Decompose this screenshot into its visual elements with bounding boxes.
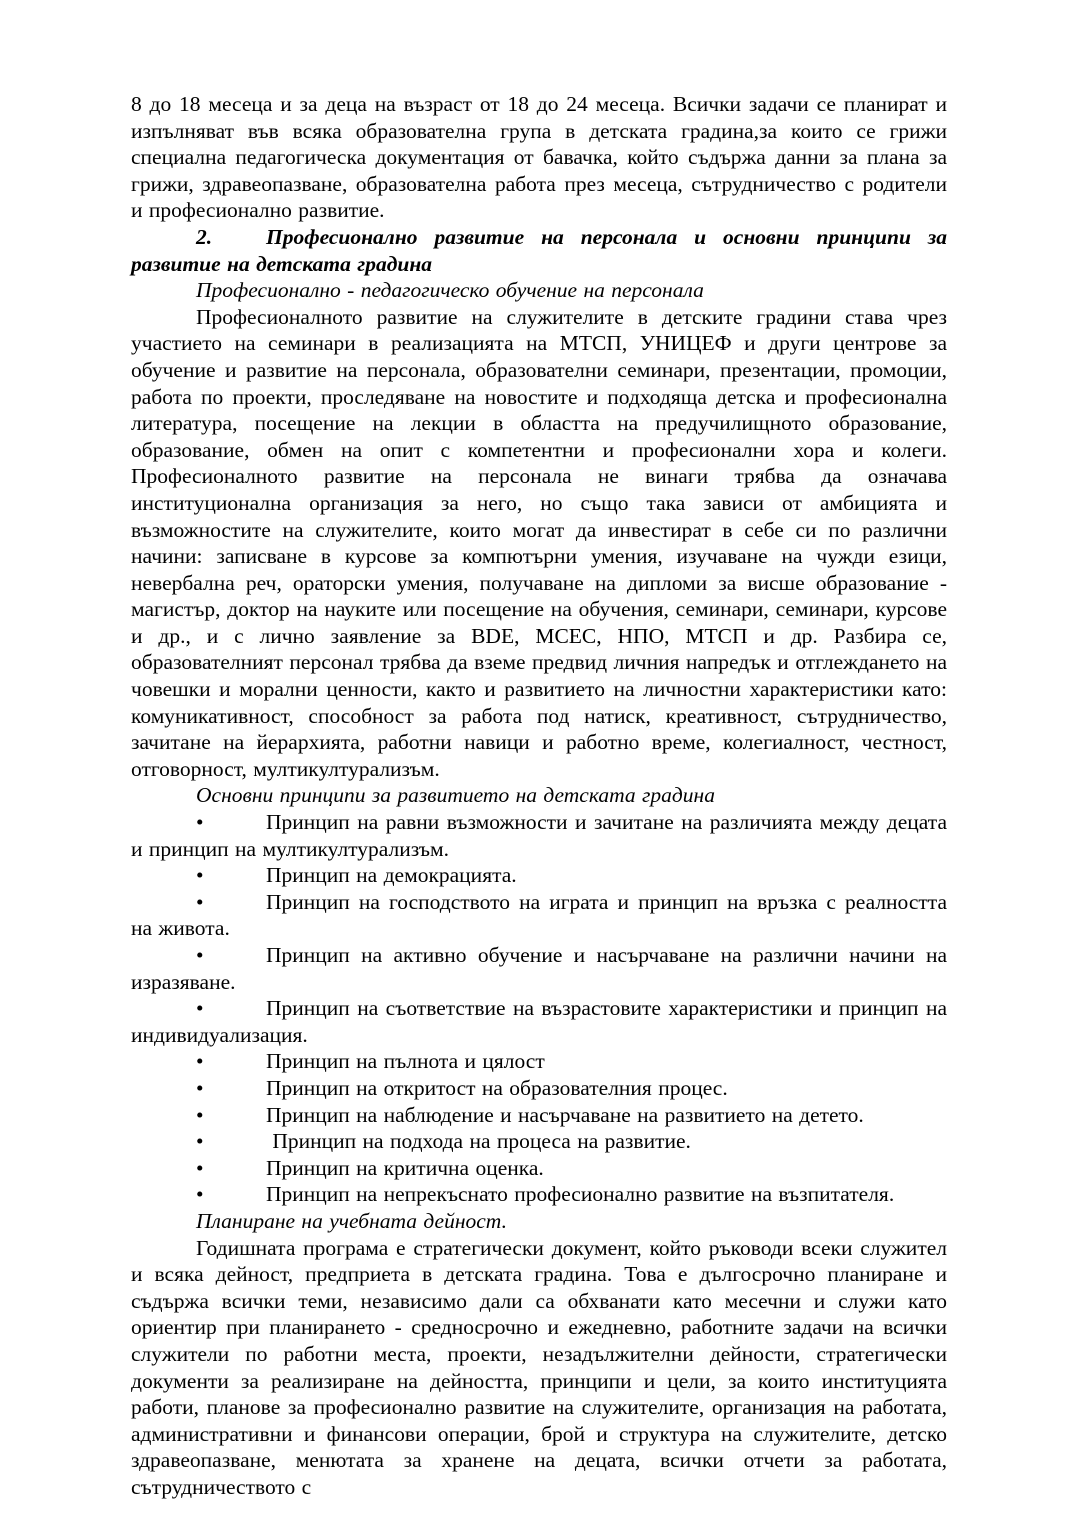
- bullet-text: Принцип на откритост на образователния процес.: [266, 1075, 728, 1100]
- bullet-text: Принцип на господството на играта и принцип на връзка с реалността на живота.: [131, 889, 947, 941]
- bullet-item: [131, 1155, 947, 1182]
- bullet-item: [131, 1181, 947, 1208]
- bullet-icon: •: [196, 810, 204, 835]
- bullet-text: Принцип на активно обучение и насърчаване на различни начини на изразяване.: [131, 943, 947, 994]
- subheading-activity-planning: Планиране на учебната дейност.: [196, 1208, 507, 1233]
- bullet-text: Принцип на демокрацията.: [266, 863, 517, 888]
- paragraph-annual-program: Годишната програма е стратегически документ, който ръководи всеки служител и всяка дейност, предприета в детската градина. Това е дългосрочно планиране и съдържа всички теми, независимо дали са обхванати като месечни и служи като ориентир при планирането - средносрочно и ежедневно, работните задачи на всички служители по работни места, проекти, незадължителни дейности, стратегически документи за реализиране на дейността, принципи и цели, за които институцията работи, планове за професионално развитие на служителите, организация на работата, административни и финансови операции, брой и структура на служителите, детско здравеопазване, менютата за хранене на децата, всички отчети за работата, сътрудничеството с: [131, 1235, 947, 1499]
- bullet-text: Принцип на непрекъснато професионално развитие на възпитателя.: [266, 1182, 895, 1207]
- bullet-item: [131, 1048, 947, 1075]
- bullet-text: Принцип на критична оценка.: [266, 1155, 544, 1180]
- paragraph-professional-development: Професионалното развитие на служителите в детските градини става чрез участието на семинари в реализацията на МТСП, УНИЦЕФ и други центрове за обучение и развитие на персонала, образователни семинари, презентации, промоции, работа по проекти, проследяване на новостите и подходяща детска и професионална литература, посещение на лекции в областта на предучилищното образование, образование, обмен на опит с компетентни и професионални хора и колеги. Професионалното развитие на персонала не винаги трябва да означава институционална организация за него, но също така зависи от амбицията и възможностите на служителите, които могат да инвестират в себе си по различни начини: записване в курсове за компютърни умения, изучаване на чужди езици, невербална реч, ораторски умения, получаване на дипломи за висше образование - магистър, доктор на науките или посещение на обучения, семинари, семинари, курсове и др., и с лично заявление за BDE, МСЕС, НПО, МТСП и др. Разбира се, образователният персонал трябва да вземе предвид личния напредък и отглеждането на човешки и морални ценности, както и развитието на личностни характеристики като: комуникативност, способност за работа под натиск, креативност, сътрудничество, зачитане на йерархията, работни навици и работно време, колегиалност, честност, отговорност, мултикултурализъм.: [131, 304, 947, 781]
- bullet-icon: •: [196, 1155, 204, 1180]
- subheading-main-principles: Основни принципи за развитието на детската градина: [196, 783, 715, 808]
- bullet-icon: •: [196, 1049, 204, 1074]
- bullet-item: [131, 1075, 947, 1102]
- bullet-icon: •: [196, 889, 204, 914]
- bullet-icon: •: [196, 863, 204, 888]
- bullet-icon: •: [196, 1129, 204, 1154]
- bullet-icon: •: [196, 943, 204, 967]
- bullet-text: Принцип на съответствие на възрастовите характеристики и принцип на индивидуализация.: [131, 996, 947, 1047]
- bullet-item: [131, 942, 947, 995]
- bullet-icon: •: [196, 996, 204, 1021]
- bullet-item: [131, 862, 947, 889]
- bullet-icon: •: [196, 1102, 204, 1127]
- bullet-item: [131, 809, 947, 862]
- bullet-text: Принцип на подхода на процеса на развитие.: [266, 1129, 691, 1154]
- bullet-icon: •: [196, 1075, 204, 1100]
- bullet-text: Принцип на пълнота и цялост: [266, 1049, 545, 1074]
- bullet-item: [131, 1102, 947, 1129]
- bullet-text: Принцип на наблюдение и насърчаване на развитието на детето.: [266, 1102, 864, 1127]
- bullet-icon: •: [196, 1182, 204, 1207]
- bullet-item: [131, 1128, 947, 1155]
- section-number: 2.: [196, 224, 213, 249]
- bullet-item: [131, 889, 947, 942]
- section-heading-text: Професионално развитие на персонала и основни принципи за развитие на детската градина: [131, 224, 947, 276]
- subheading-professional-training: Професионално - педагогическо обучение на персонала: [196, 278, 704, 303]
- bullet-text: Принцип на равни възможности и зачитане на различията между децата и принцип на мултикултурализъм.: [131, 810, 947, 861]
- document-body: [131, 91, 947, 1500]
- bullet-item: [131, 995, 947, 1048]
- section-heading: [131, 224, 947, 277]
- paragraph-continuation: 8 до 18 месеца и за деца на възраст от 18 до 24 месеца. Всички задачи се планират и изпълняват във всяка образователна група в детската градина,за които се грижи специална педагогическа документация от бавачка, който съдържа данни за плана за грижи, здравеопазване, образователна работа през месеца, сътрудничество с родители и професионално развитие.: [131, 92, 947, 223]
